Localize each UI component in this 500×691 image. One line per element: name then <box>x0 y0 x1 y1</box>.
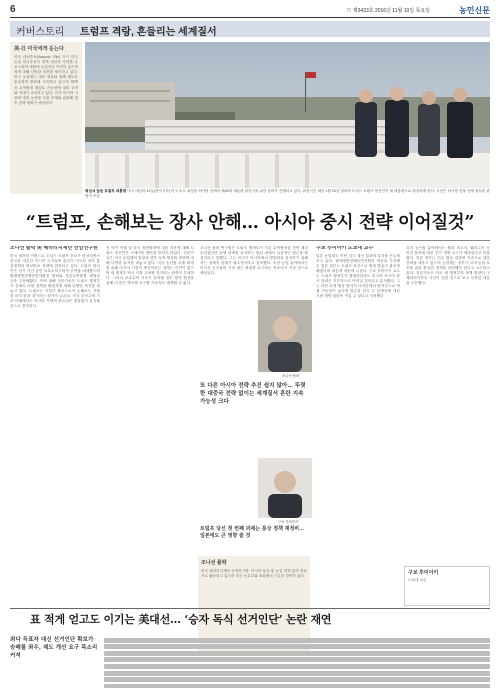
bottom-headline: 표 적게 얻고도 이기는 美대선… ‘승자 독식 선거인단’ 논란 재연 <box>30 613 332 626</box>
section-divider <box>10 608 490 609</box>
header-rule <box>10 17 490 18</box>
bottom-text-lines <box>104 638 490 688</box>
column-4-text: 일본 농업계도 이번 미국 대선 결과에 촉각을 곤두세우고 있다. 환태평양경제동반자협정 비준을 추진해온 일본 정부는 트럼프 당선으로 협정 발효가 불투명해졌다며 대응책 마련에 나섰다. 구보 후미아키 교수는 트럼프 행정부가 출범하더라도 미국의 아시아 중시 전략은 기본적으로 이어질 것이라고 분석했다. 그는 다만 무역 협상 방식이 다자간에서 양자간으로 바뀔 가능성이 높다며 일본과 한국 등 동맹국에 대한 시장 개방 압력이 커질 수 있다고 지적했다. <box>316 254 400 298</box>
info-box <box>404 566 490 606</box>
column-3-text: 조나선 플락 연구원은 트럼프 행정부가 기존 무역협정을 전면 재검토하겠지만 동맹 관계를 유지하는 범위 내에서 실용적인 접근을 할 것이라고 말했다. 그는 미국이 아시아에서 영향력을 유지하기 위해서는 경제적 관계가 필수적이라고 강조했다. 또한 농업 분야에서는 미국산 농산물의 시장 접근 확대를 요구하는 목소리가 커질 것으로 예상된다. <box>200 246 308 275</box>
portrait-1-illustration <box>258 300 312 372</box>
section-label: 커버스토리 <box>16 27 65 38</box>
bottom-subheadline: 최다 득표자 대신 선거인단 확보가 승패를 좌우, 제도 개선 요구 목소리 커져 <box>10 637 98 659</box>
page-number: 6 <box>10 4 16 15</box>
main-photo <box>85 42 490 188</box>
bottom-article-text <box>104 636 490 688</box>
sidebar-title: 美-日 미국에게 듣는다 <box>14 46 65 52</box>
info-box-subtitle: 도쿄대 교수 <box>408 578 427 582</box>
pull-quote-1: 또 다른 아시아 전략 추진 쉽지 않아… 뚜렷한 대중국 전략 없이는 세계질서 혼란 지속 가능성 크다 <box>200 383 306 405</box>
bio-heading: 조나선 플락 <box>201 560 227 566</box>
column-1-text: 미국 대선의 이변으로 도널드 트럼프 후보가 당선되면서 한국을 비롯한 아시아 국가들의 관심이 미국의 향후 통상정책과 외교안보 전략에 집중되고 있다. 트럼프 당선인은 선거 기간 동안 보호무역주의적 공약을 내세웠으며 환태평양경제동반자협정 탈퇴와 자유무역협정 재협상 등을 주장해왔다. 이에 대해 전문가들은 트럼프 행정부가 실제로 어떤 정책을 펼칠지에 대해 다양한 의견을 내놓고 있다. 트럼프는 사업가 출신으로서 손해보는 거래를 하지 않을 것이라는 평가가 나온다. 미국 우선주의 기조 아래에서도 아시아 지역의 중요성은 변함없이 유지될 것으로 전망된다. <box>10 254 100 308</box>
article-column-4 <box>316 246 400 601</box>
main-headline: “트럼프, 손해보는 장사 안해… 아시아 중시 전략 이어질것” <box>10 208 490 241</box>
sidebar-text: 미국 대선후보(Americ Fir) 가시 미국 농업 미국우선의 정책 대선하 가만할 수 요구되며 대를에 농업인들 이견이 있으며 정책 대해 다양한 의견을 제시하고 있다. 미국 농업계는 대선 결과와 함께 새로운 통상정책 변화에 주목하고 있으며 TPP 등 무역협정 재검토 가능성에 대한 우려와 기대가 교차하고 있다. 특히 아시아 시장에 대한 농산물 수출 문제와 관련해 향후 전략 변화가 예상된다. <box>14 55 78 105</box>
column-2-text: 선 약속 이행 및 한국 정책방향에 대한 질문에 대해 트럼프 당선인은 구체적인 방안을 밝히지 않았다. 전문가들은 미국 농업계의 입장과 향후 무역 협상의 방향에 대해 다양한 분석을 내놓고 있다. 미국 농산물 수출 확대를 위해 아시아 시장이 핵심이라는 점에는 이견이 없으며 새 행정부 역시 이를 고려할 것이라는 관측이 우세하다. 그러나 보호무역 기조가 강화될 경우 양자 협상을 통해 더 많은 양보를 요구할 가능성도 배제할 수 없다. <box>106 246 194 285</box>
portrait-2-illustration <box>258 458 312 518</box>
article-column-2 <box>106 246 194 601</box>
article-column-5 <box>406 246 490 561</box>
info-box-heading: 구보 후미아키 <box>408 570 439 576</box>
photo-caption <box>85 189 490 205</box>
portrait-photo-2 <box>258 458 312 518</box>
column-1-heading: 조나선 플락 美 헤리티지재단 선임연구원 <box>10 246 98 251</box>
section-bar <box>10 21 490 37</box>
sidebar-box <box>10 42 82 194</box>
newspaper-name: 농민신문 <box>459 6 490 15</box>
issue-date: ⊙ 제3433호 2016년 11월 10일 목요일 <box>346 8 430 14</box>
capitol-photo-illustration <box>85 42 490 188</box>
caption-title: 취임식 앞둔 트럼프 대통령 <box>85 189 127 193</box>
article-column-1 <box>10 246 100 546</box>
portrait-photo-1 <box>258 300 312 372</box>
column-5-text: 특히 농산물 분야에서는 쌀과 쇠고기, 돼지고기 등 민감 품목에 대한 추가 개방 요구가 예상된다고 덧붙였다. 일본 정부는 기존 협상 결과를 기준으로 대응 전략을 세우고 있으며 농업계는 정부가 국내 농업 보호를 위한 확실한 대책을 마련해야 한다고 요구하고 있다. 전문가들은 미국 새 행정부의 정책 방향이 구체화되기까지 시간이 걸릴 것으로 보고 신중한 대응을 주문했다. <box>406 246 490 285</box>
article-column-3 <box>200 246 308 306</box>
portrait-1-name: 조나선 플락 <box>282 374 300 378</box>
portrait-2-name: 구보 후미아키 <box>278 520 299 524</box>
section-title: 트럼프 격랑, 흔들리는 세계질서 <box>80 27 217 38</box>
bio-text: 미국 헤리티지재단 선임연구원. 아시아 통상 및 농업 정책 분야 전문가로 활동하고 있으며 미국 농무부와 의회에서 근무한 경력이 있다. <box>201 569 307 579</box>
column-4-heading: 구보 후미아키 도쿄대 교수 <box>316 246 374 251</box>
caption-text: 미국 대선의 11일(현지시각) 미국 수도 워싱턴 의사당 앞에서 제45대 대통령 취임식을 위한 준비가 진행되고 있다. 취임식은 내년 1월 20일 열리며 도널드 트럼프 당선인이 새 대통령으로 취임하게 된다. 사진은 의사당 건물 앞에 설치된 관람석 모습. <box>85 189 490 198</box>
pull-quote-2: 트럼프 당선 첫 번째 과제는 통상 정책 재정비… 일본에도 큰 영향 줄 것 <box>200 526 305 539</box>
page-header <box>10 4 490 16</box>
